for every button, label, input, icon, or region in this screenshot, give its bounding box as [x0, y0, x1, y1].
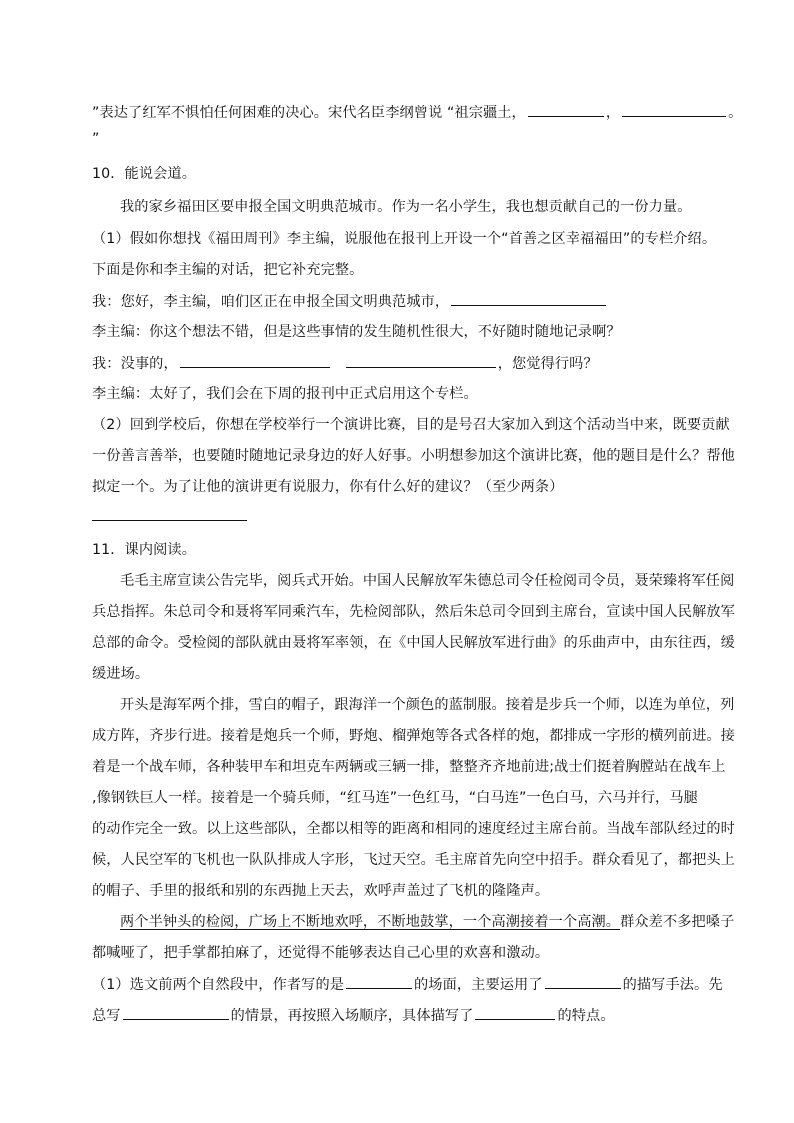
- q11-p2-line4: ,像钢铁巨人一样。接着是一个骑兵师，“红马连”一色红马，“白马连”一色白马，六马并行，马腿: [92, 790, 698, 806]
- answer-blank[interactable]: [622, 102, 726, 117]
- q11-p3-line2: 都喊哑了，把手掌都拍麻了，还觉得不能够表达自己心里的欢喜和激动。: [92, 945, 550, 961]
- q11-question1-line1: （1）选文前两个自然段中，作者写的是 的场面，主要运用了 的描写手法。先: [92, 974, 723, 995]
- q9-text: ”表达了红军不惧怕任何困难的决心。宋代名臣李纲曾说 “祖宗疆土，: [92, 105, 526, 121]
- q10-heading: 10．能说会道。: [92, 166, 196, 182]
- answer-blank[interactable]: [545, 974, 621, 989]
- answer-blank[interactable]: [475, 1005, 555, 1020]
- q10-dialog-1: 我：您好，李主编，咱们区正在申报全国文明典范城市，: [92, 291, 608, 312]
- q10-part2-line2: 一份善言善举，也要随时随地记录身边的好人好事。小明想参加这个演讲比赛，他的题目是什么？帮他: [92, 448, 735, 464]
- q10-part2-line1: （2）回到学校后，你想在学校举行一个演讲比赛，目的是号召大家加入到这个活动当中来，既要贡献: [92, 417, 730, 433]
- answer-blank[interactable]: [123, 1005, 229, 1020]
- q11-question1-line2: 总写 的情景，再按照入场顺序，具体描写了 的特点。: [92, 1005, 615, 1026]
- q11-p2-line3: 着是一个战车师，各种装甲车和坦克车两辆或三辆一排，整整齐齐地前进;战士们挺着胸膛站在战车上: [92, 759, 726, 775]
- answer-blank[interactable]: [451, 291, 606, 306]
- answer-blank[interactable]: [92, 519, 247, 521]
- answer-blank[interactable]: [346, 974, 412, 989]
- q10-dialog-4: 李主编：太好了，我们会在下周的报刊中正式启用这个专栏。: [92, 386, 478, 402]
- q11-p2-line1: 开头是海军两个排，雪白的帽子，跟海洋一个颜色的蓝制服。接着是步兵一个师，以连为单位，列: [120, 697, 735, 713]
- q11-p2-line7: 的帽子、手里的报纸和别的东西抛上天去，欢呼声盖过了飞机的隆隆声。: [92, 883, 550, 899]
- q10-dialog-3: 我：没事的， ，您觉得行吗？: [92, 353, 598, 374]
- q9-line-2: ”: [92, 131, 100, 147]
- answer-blank[interactable]: [346, 353, 496, 368]
- q10-part2-line3: 拟定一个。为了让他的演讲更有说服力，你有什么好的建议？（至少两条）: [92, 479, 564, 495]
- underlined-sentence: 两个半钟头的检阅，广场上不断地欢呼，不断地鼓掌，一个高潮接着一个高潮。: [120, 914, 621, 930]
- q11-p1-line3: 总部的命令。受检阅的部队就由聂将军率领，在《中国人民解放军进行曲》的乐曲声中，由东往西，缓: [92, 635, 735, 651]
- q11-p1-line2: 兵总指挥。朱总司令和聂将军同乘汽车，先检阅部队，然后朱总司令回到主席台，宣读中国人民解放军: [92, 604, 735, 620]
- q9-line-1: ”表达了红军不惧怕任何困难的决心。宋代名臣李纲曾说 “祖宗疆土， ， 。: [92, 102, 742, 123]
- q11-p2-line2: 成方阵，齐步行进。接着是炮兵一个师，野炮、榴弹炮等各式各样的炮，都排成一字形的横列前进。接: [92, 728, 735, 744]
- q10-dialog-2: 李主编：你这个想法不错，但是这些事情的发生随机性很大，不好随时随地记录啊？: [92, 324, 621, 340]
- q11-p1-line4: 缓进场。: [92, 666, 150, 682]
- q10-part1-line1: （1）假如你想找《福田周刊》李主编，说服他在报刊上开设一个“首善之区幸福福田”的专栏介绍。: [92, 231, 717, 247]
- q11-p1-line1: 毛毛主席宣读公告完毕，阅兵式开始。中国人民解放军朱德总司令任检阅司令员，聂荣臻将军任阅: [120, 573, 735, 589]
- q10-part1-line2: 下面是你和李主编的对话，把它补充完整。: [92, 262, 364, 278]
- q11-heading: 11．课内阅读。: [92, 542, 196, 558]
- answer-blank[interactable]: [528, 102, 604, 117]
- answer-blank[interactable]: [180, 353, 330, 368]
- q11-p3-line1: 两个半钟头的检阅，广场上不断地欢呼，不断地鼓掌，一个高潮接着一个高潮。群众差不多把嗓子: [120, 914, 735, 930]
- q11-p2-line6: 候，人民空军的飞机也一队队排成人字形，飞过天空。毛主席首先向空中招手。群众看见了，都把头上: [92, 852, 735, 868]
- q11-p2-line5: 的动作完全一致。以上这些部队，全都以相等的距离和相同的速度经过主席台前。当战车部队经过的时: [92, 821, 735, 837]
- q10-intro: 我的家乡福田区要申报全国文明典范城市。作为一名小学生，我也想贡献自己的一份力量。: [120, 199, 692, 215]
